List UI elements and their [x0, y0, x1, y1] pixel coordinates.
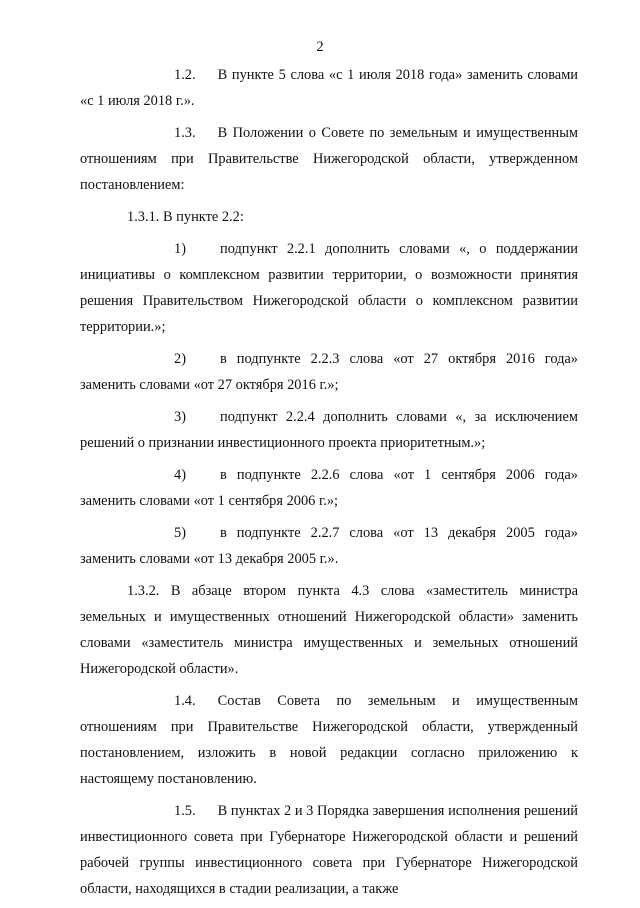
paragraph-1-2 — [80, 62, 578, 114]
list-item-text: в подпункте 2.2.6 слова «от 1 сентября 2006 года» заменить словами «от 1 сентября 2006 г.»; — [80, 467, 578, 509]
paragraph-1-3-1 — [80, 204, 578, 230]
list-item-text: подпункт 2.2.1 дополнить словами «, о поддержании инициативы о комплексном развитии территории, о возможности принятия решения Правительством Нижегородской области о комплексном развитии территории.»; — [80, 241, 578, 335]
list-item-3 — [80, 404, 578, 456]
list-number: 1) — [174, 241, 186, 257]
paragraph-1-5 — [80, 798, 578, 902]
paragraph-text: 1.3.2. В абзаце втором пункта 4.3 слова «заместитель министра земельных и имущественных отношений Нижегородской области» заменить словами «заместитель министра имущественных и земельных отношений Нижегородской области». — [80, 583, 578, 677]
list-number: 5) — [174, 525, 186, 541]
paragraph-text: В пунктах 2 и 3 Порядка завершения исполнения решений инвестиционного совета при Губернаторе Нижегородской области и решений рабочей группы инвестиционного совета при Губернаторе Нижегородской области, находящихся в стадии реализации, а также — [80, 803, 578, 897]
paragraph-1-3 — [80, 120, 578, 198]
paragraph-number: 1.2. — [174, 67, 196, 83]
paragraph-number: 1.5. — [174, 803, 196, 819]
list-item-text: в подпункте 2.2.3 слова «от 27 октября 2016 года» заменить словами «от 27 октября 2016 г.»; — [80, 351, 578, 393]
paragraph-number: 1.3. — [174, 125, 196, 141]
list-item-text: в подпункте 2.2.7 слова «от 13 декабря 2005 года» заменить словами «от 13 декабря 2005 г.». — [80, 525, 578, 567]
list-number: 4) — [174, 467, 186, 483]
list-item-4 — [80, 462, 578, 514]
list-item-text: подпункт 2.2.4 дополнить словами «, за исключением решений о признании инвестиционного проекта приоритетным.»; — [80, 409, 578, 451]
list-number: 2) — [174, 351, 186, 367]
paragraph-text: 1.3.1. В пункте 2.2: — [127, 209, 244, 225]
paragraph-text: Состав Совета по земельным и имущественным отношениям при Правительстве Нижегородской области, утвержденный постановлением, изложить в новой редакции согласно приложению к настоящему постановлению. — [80, 693, 578, 787]
list-item-1 — [80, 236, 578, 340]
list-number: 3) — [174, 409, 186, 425]
document-body — [80, 62, 578, 908]
paragraph-number: 1.4. — [174, 693, 196, 709]
paragraph-text: В пункте 5 слова «с 1 июля 2018 года» заменить словами «с 1 июля 2018 г.». — [80, 67, 578, 109]
list-item-2 — [80, 346, 578, 398]
list-item-5 — [80, 520, 578, 572]
paragraph-1-4 — [80, 688, 578, 792]
paragraph-text: В Положении о Совете по земельным и имущественным отношениям при Правительстве Нижегородской области, утвержденном постановлением: — [80, 125, 578, 193]
page-number: 2 — [316, 39, 324, 55]
paragraph-1-3-2 — [80, 578, 578, 682]
